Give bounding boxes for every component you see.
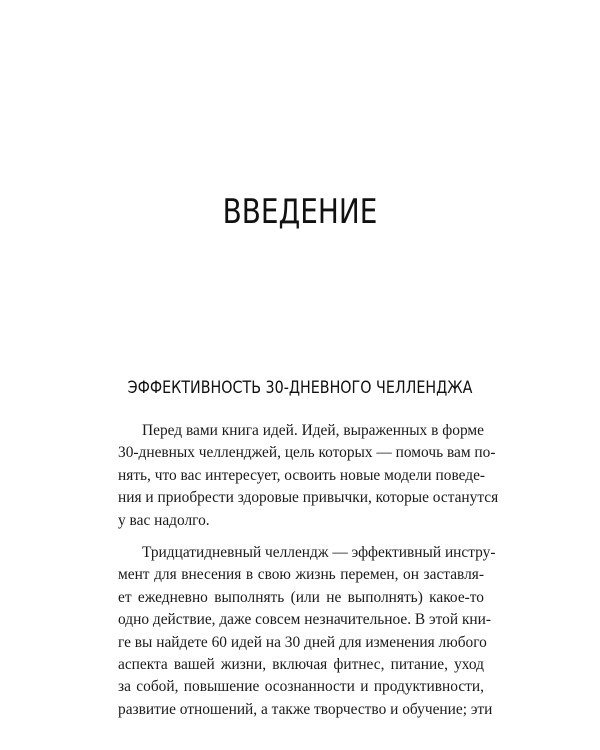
text-line: Тридцатидневный челлендж — эффективный инстру- [142,544,496,562]
text-line: ния и приобрести здоровые привычки, которые останутся [118,489,499,507]
text-line: нять, что вас интересует, освоить новые модели поведе- [118,466,486,484]
text-line: мент для внесения в свою жизнь перемен, он заставля- [118,566,484,584]
text-line: ге вы найдете 60 идей на 30 дней для изменения любого [118,633,487,651]
text-line: Перед вами книга идей. Идей, выраженных в форме [142,422,484,439]
text-line: развитие отношений, а также творчество и обучение; эти [118,700,493,718]
text-line: одно действие, даже совсем незначительное. В этой кни- [118,611,492,629]
paragraph-1 [118,420,499,532]
text-line: аспекта вашей жизни, включая фитнес, питание, уход [118,656,484,674]
text-line: у вас надолго. [118,511,210,529]
text-line: 30-дневных челленджей, цель которых — помочь вам по- [118,444,496,462]
body-text [118,420,499,721]
text-line: ет ежедневно выполнять (или не выполнять) какое-то [118,588,484,606]
section-title: ЭФФЕКТИВНОСТЬ 30-ДНЕВНОГО ЧЕЛЛЕНДЖА [127,378,473,398]
text-line: за собой, повышение осознанности и продуктивности, [118,678,484,696]
paragraph-2 [118,542,496,721]
chapter-title: ВВЕДЕНИЕ [222,192,378,232]
